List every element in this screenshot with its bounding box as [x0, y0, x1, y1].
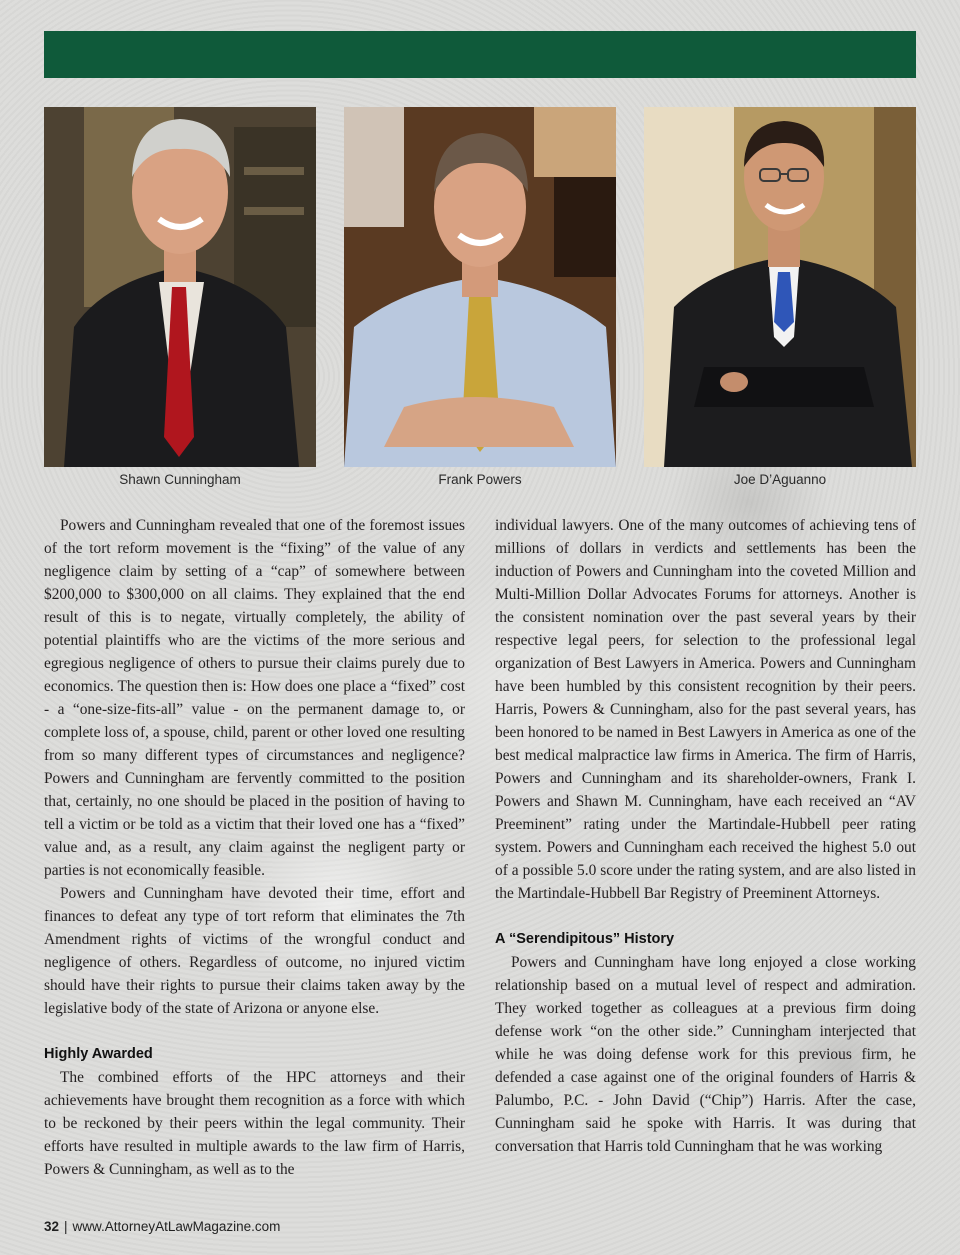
- page-footer: [44, 1219, 280, 1234]
- section-heading: A “Serendipitous” History: [495, 931, 675, 947]
- section-heading: Highly Awarded: [44, 1046, 153, 1062]
- footer-url[interactable]: www.AttorneyAtLawMagazine.com: [72, 1219, 281, 1234]
- right-column: [495, 514, 916, 1158]
- paragraph: Powers and Cunningham revealed that one of the foremost issues of the tort reform movement is the “fixing” of the value of any negligence claim by setting of a “cap” of somewhere between $200,000 to $300,000 on all claims. They explained that the end result of this is to negate, virtually completely, the ability of potential plaintiffs who are the victims of the more serious and egregious negligence of others to pursue their claims purely due to economics. The question then is: How does one place a “fixed” cost - a “one-size-fits-all” value - on the permanent damage to, or complete loss of, a spouse, child, parent or other loved one resulting from so many different types of circumstances and negligence? Powers and Cunningham are fervently committed to the position that, certainly, no one should be placed in the position of having to tell a victim or be told as a victim that their loved one has a “fixed” value and, as a result, any claim against the negligent party or parties is not economically feasible.: [44, 517, 465, 879]
- paragraph: The combined efforts of the HPC attorneys and their achievements have brought them recognition as a force with which to be reckoned by their peers within the legal community. Their efforts have resulted in multiple awards to the law firm of Harris, Powers & Cunningham, as well as to the: [44, 1069, 465, 1178]
- photo-shawn-cunningham: [44, 107, 316, 467]
- header-banner: [44, 31, 916, 78]
- footer-separator: |: [64, 1219, 68, 1234]
- page-number: 32: [44, 1219, 60, 1234]
- photo-joe-daguanno: [644, 107, 916, 467]
- caption-photo-2: Frank Powers: [438, 472, 522, 487]
- paragraph: individual lawyers. One of the many outcomes of achieving tens of millions of dollars in verdicts and settlements has been the induction of Powers and Cunningham into the coveted Million and Multi-Million Dollar Advocates Forums for attorneys. Another is the consistent nomination over the past several years by their respective legal peers, for selection to the professional legal organization of Best Lawyers in America. Powers and Cunningham have been humbled by this consistent recognition by their peers. Harris, Powers & Cunningham, also for the past several years, has been honored to be named in Best Lawyers in America as one of the best medical malpractice law firms in America. The firm of Harris, Powers and Cunningham and its shareholder-owners, Frank I. Powers and Shawn M. Cunningham, have each received an “AV Preeminent” rating under the Martindale-Hubbell peer rating system. Powers and Cunningham each received the highest 5.0 out of a possible 5.0 score under the rating system, and are also listed in the Martindale-Hubbell Bar Registry of Preeminent Attorneys.: [495, 517, 916, 902]
- paragraph: Powers and Cunningham have devoted their time, effort and finances to defeat any type of tort reform that eliminates the 7th Amendment rights of victims of the wrongful conduct and negligence of others. Regardless of outcome, no injured victim should have their rights to pursue their claims taken away by the legislative body of the state of Arizona or anyone else.: [44, 885, 465, 1017]
- caption-photo-1: Shawn Cunningham: [119, 472, 241, 487]
- left-column: [44, 514, 465, 1181]
- paragraph: Powers and Cunningham have long enjoyed a close working relationship based on a mutual level of respect and admiration. They worked together as colleagues at a previous firm doing defense work “on the other side.” Cunningham interjected that while he was doing defense work for this previous firm, he defended a case against one of the original founders of Harris & Palumbo, P.C. - John David (“Chip”) Harris. After the case, Cunningham said he spoke with Harris. It was during that conversation that Harris told Cunningham that he was working: [495, 954, 916, 1155]
- caption-photo-3: Joe D’Aguanno: [733, 472, 827, 487]
- photo-frank-powers: [344, 107, 616, 467]
